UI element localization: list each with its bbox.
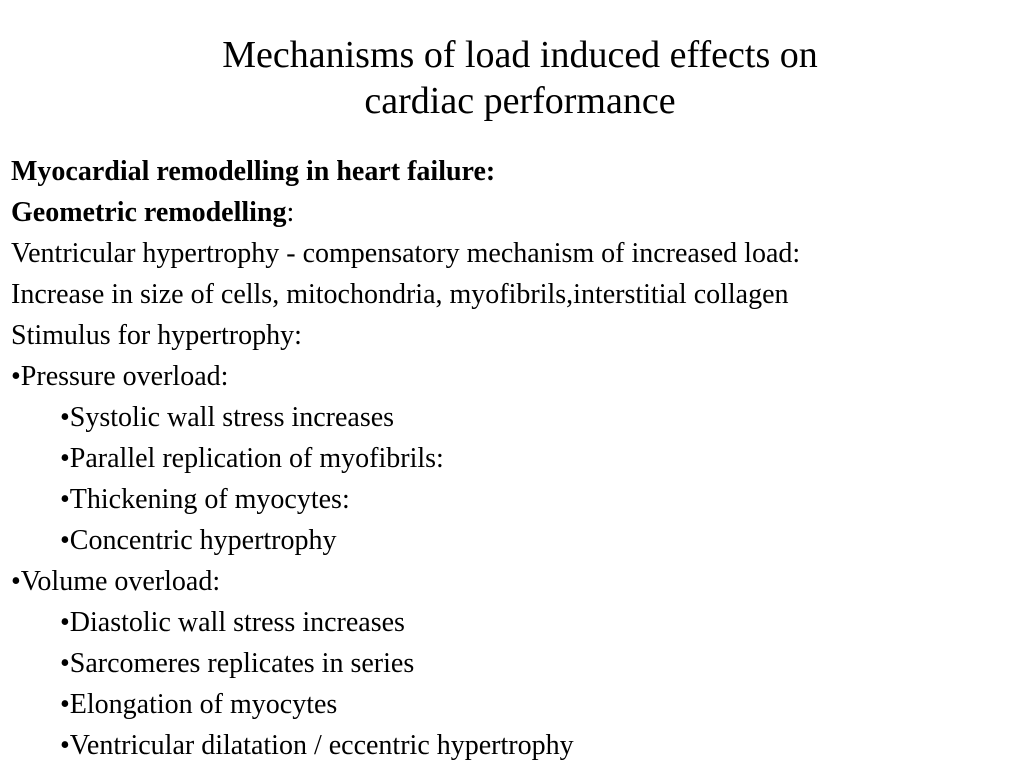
subheading: [11, 192, 1021, 233]
body-line: Ventricular hypertrophy - compensatory mechanism of increased load:: [11, 238, 801, 269]
slide-title-line-2: cardiac performance: [364, 80, 676, 122]
subheading-colon: :: [286, 197, 295, 228]
sub-bullet: •Diastolic wall stress increases: [60, 607, 405, 638]
body-line: Stimulus for hypertrophy:: [11, 320, 302, 351]
sub-bullet: •Systolic wall stress increases: [60, 402, 395, 433]
section-heading: Myocardial remodelling in heart failure:: [11, 156, 496, 187]
bullet-volume-overload: •Volume overload:: [11, 566, 221, 597]
sub-bullet: •Thickening of myocytes:: [60, 484, 350, 515]
subheading-bold: Geometric remodelling: [11, 197, 287, 228]
bullet-pressure-overload: •Pressure overload:: [11, 361, 229, 392]
slide-title: [0, 32, 1024, 124]
sub-bullet: •Ventricular dilatation / eccentric hypertrophy: [60, 730, 574, 761]
sub-bullet: •Sarcomeres replicates in series: [60, 648, 415, 679]
sub-bullet: •Concentric hypertrophy: [60, 525, 337, 556]
sub-bullet: •Parallel replication of myofibrils:: [60, 443, 444, 474]
sub-bullet: •Elongation of myocytes: [60, 689, 338, 720]
slide-title-line-1: Mechanisms of load induced effects on: [222, 34, 818, 76]
body-line: Increase in size of cells, mitochondria, myofibrils,interstitial collagen: [11, 279, 789, 310]
slide-body: [11, 151, 1021, 766]
